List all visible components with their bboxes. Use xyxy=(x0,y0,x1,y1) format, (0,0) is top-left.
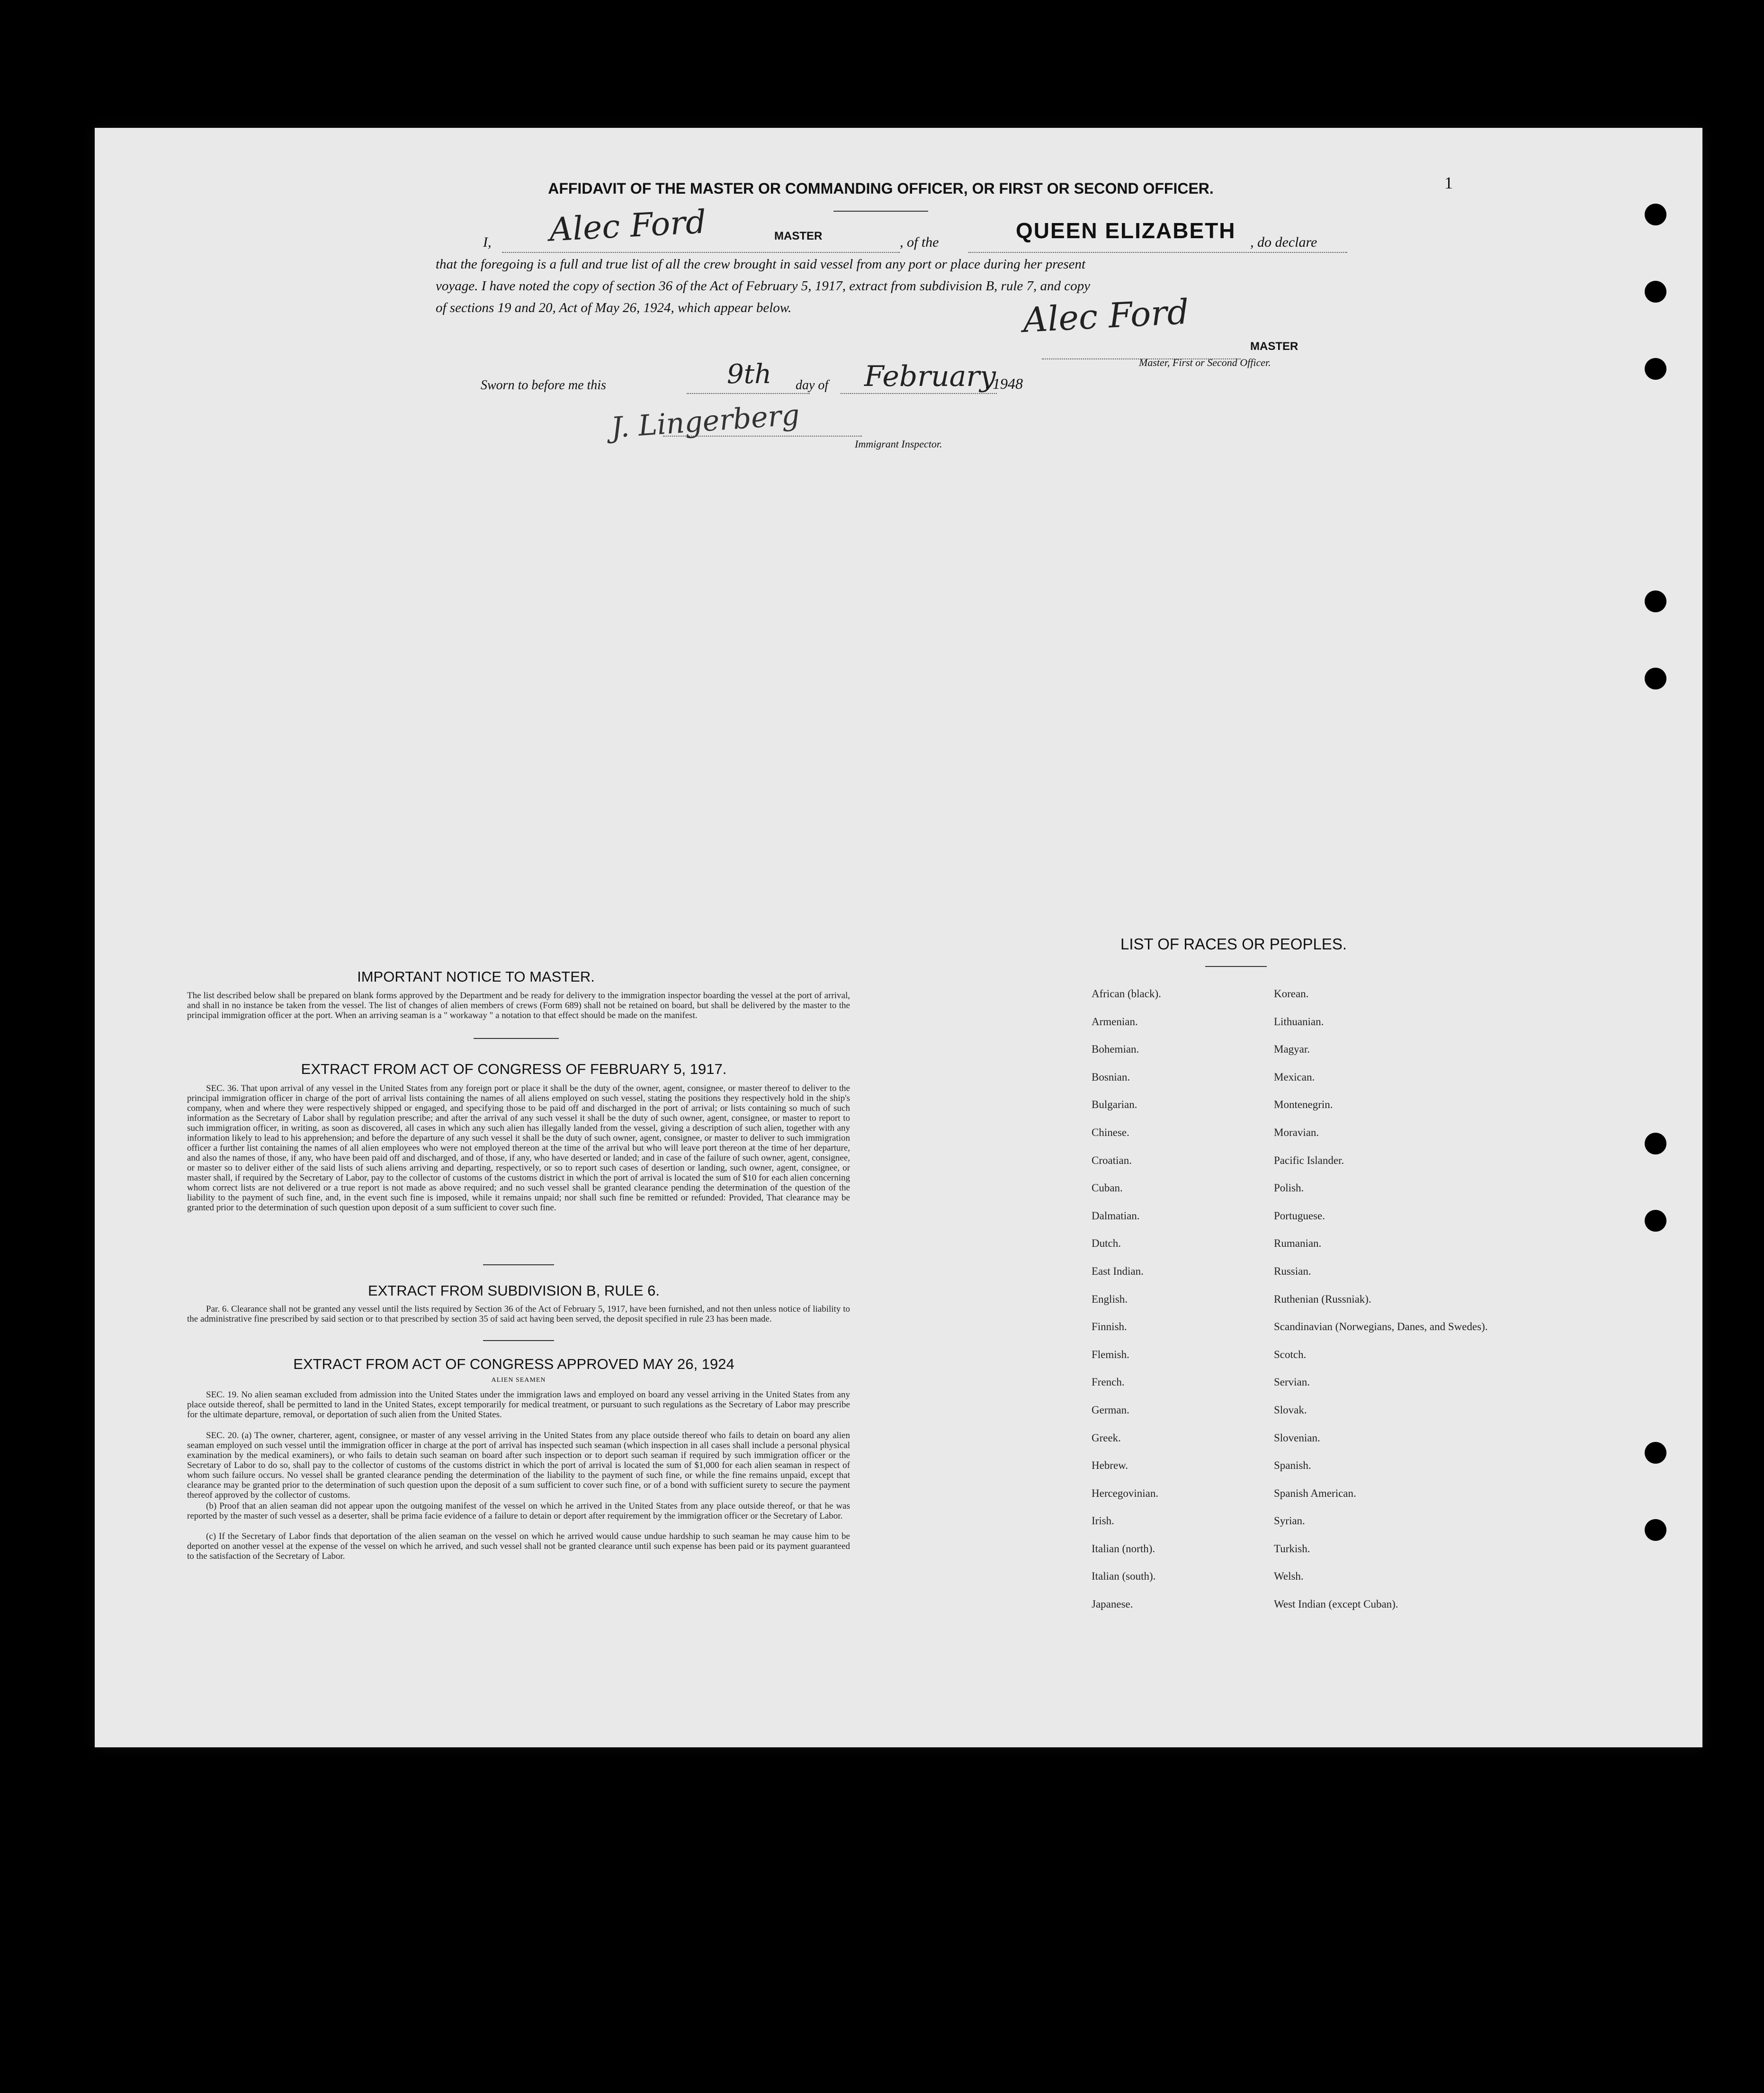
race-item: Italian (north). xyxy=(1092,1542,1155,1555)
race-item: Turkish. xyxy=(1274,1542,1310,1555)
rule6-body: Par. 6. Clearance shall not be granted any vessel until the lists required by Section 36 of the Act of February 5, 1917, have been furnished, and not then unless notice of liability to the administrative fine prescribed by said section or to that prescribed by section 35 of said act having been served, the deposit specified in rule 23 has been made. xyxy=(187,1304,850,1324)
races-title: LIST OF RACES OR PEOPLES. xyxy=(1120,935,1347,953)
race-item: Slovenian. xyxy=(1274,1431,1320,1444)
race-item: Spanish. xyxy=(1274,1459,1311,1472)
race-item: Syrian. xyxy=(1274,1515,1305,1527)
race-item: German. xyxy=(1092,1404,1129,1416)
race-item: Korean. xyxy=(1274,988,1309,1000)
rule6-divider xyxy=(483,1264,554,1265)
race-item: Hebrew. xyxy=(1092,1459,1128,1472)
race-item: West Indian (except Cuban). xyxy=(1274,1598,1398,1610)
extract-1924-sec20: SEC. 20. (a) The owner, charterer, agent, consignee, or master of any vessel arriving in the United States from any place outside thereof who fails to detain on board any alien seaman employed on such vessel until the immigration officer in charge at the port of arrival has inspected such seaman (which inspection in all cases shall include a personal physical examination by the medical examiners), or who fails to detain such seaman on board after such inspection or to deport such seaman if required by such immigration officer or the Secretary of Labor to do so, shall pay to the collector of customs of the customs district in which the port of arrival is located the sum of $1,000 for each alien seaman in respect of whom such failure occurs. No vessel shall be granted clearance pending the determination of the liability to the payment of such fine, or while the fine remains unpaid, except that clearance may be granted prior to the determination of such question upon the deposit of a sum sufficient to cover such fine, or of a bond with sufficient surety to secure the payment thereof approved by the collector of customs. xyxy=(187,1431,850,1500)
race-item: Ruthenian (Russniak). xyxy=(1274,1293,1371,1305)
sworn-day: 9th xyxy=(727,359,772,390)
race-item: Bulgarian. xyxy=(1092,1099,1137,1111)
extract-1924-sec20b: (b) Proof that an alien seaman did not appear upon the outgoing manifest of the vessel on which he arrived in the United States from any place outside thereof, or that he was reported by the master of such vessel as a deserter, shall be prima facie evidence of a failure to detain or deport after requirement by the immigration officer or the Secretary of Labor. xyxy=(187,1501,850,1521)
race-item: Portuguese. xyxy=(1274,1209,1325,1222)
race-item: Flemish. xyxy=(1092,1348,1129,1360)
punch-hole xyxy=(1645,1210,1666,1232)
affidavit-line-4: of sections 19 and 20, Act of May 26, 1924, which appear below. xyxy=(436,300,792,315)
punch-hole xyxy=(1645,204,1666,225)
master-signature: Alec Ford xyxy=(548,203,707,249)
race-item: Pacific Islander. xyxy=(1274,1154,1344,1166)
affidavit-title: AFFIDAVIT OF THE MASTER OR COMMANDING OFFICER, OR FIRST OR SECOND OFFICER. xyxy=(548,180,1214,197)
punch-hole xyxy=(1645,1442,1666,1464)
extract-1924-subtitle: ALIEN SEAMEN xyxy=(491,1377,546,1384)
inspector-signature: J. Lingerberg xyxy=(610,398,801,445)
races-right-column xyxy=(1274,980,1492,1619)
vessel-name: QUEEN ELIZABETH xyxy=(1016,218,1236,243)
officer-caption: Master, First or Second Officer. xyxy=(1139,357,1271,368)
race-item: Chinese. xyxy=(1092,1126,1129,1138)
race-item: Slovak. xyxy=(1274,1404,1307,1416)
title-underline xyxy=(833,211,928,212)
punch-hole xyxy=(1645,281,1666,303)
races-title-underline xyxy=(1205,966,1267,967)
vessel-name-line xyxy=(968,252,1347,253)
race-item: English. xyxy=(1092,1293,1128,1305)
day-of-label: day of xyxy=(796,378,829,393)
race-item: Hercegovinian. xyxy=(1092,1487,1159,1499)
race-item: Montenegrin. xyxy=(1274,1099,1333,1111)
race-item: Rumanian. xyxy=(1274,1237,1322,1250)
page-number: 1 xyxy=(1444,173,1453,192)
race-item: Japanese. xyxy=(1092,1598,1133,1610)
affidavit-line-3: voyage. I have noted the copy of section 36 of the Act of February 5, 1917, extract from subdivision B, rule 7, and copy xyxy=(436,278,1091,294)
extract-1917-title: EXTRACT FROM ACT OF CONGRESS OF FEBRUARY 5, 1917. xyxy=(301,1061,727,1077)
punch-hole xyxy=(1645,1133,1666,1154)
race-item: Bosnian. xyxy=(1092,1071,1130,1083)
race-item: Mexican. xyxy=(1274,1071,1315,1083)
race-item: Polish. xyxy=(1274,1182,1304,1194)
sworn-month-line xyxy=(841,393,997,394)
punch-hole xyxy=(1645,358,1666,380)
notice-divider xyxy=(474,1038,559,1039)
race-item: Moravian. xyxy=(1274,1126,1319,1138)
extract-1924-title: EXTRACT FROM ACT OF CONGRESS APPROVED MAY 26, 1924 xyxy=(293,1356,734,1372)
race-item: Scotch. xyxy=(1274,1348,1307,1360)
notice-body: The list described below shall be prepared on blank forms approved by the Department and be ready for delivery to the immigration inspector boarding the vessel at the port of arrival, and shall in no instance be taken from the vessel. The list of changes of alien members of crews (Form 689) shall not be retained on board, but shall be delivered by the master to the principal immigration officer at the port. When an arriving seaman is a " workaway " a notation to that effect should be made on the manifest. xyxy=(187,991,850,1020)
race-item: Bohemian. xyxy=(1092,1043,1139,1055)
document-page xyxy=(95,128,1702,1747)
sworn-month: February xyxy=(864,360,996,393)
extract-1924-sec20c: (c) If the Secretary of Labor finds that deportation of the alien seaman on the vessel on which he arrived would cause undue hardship to such seaman he may cause him to be deported on another vessel at the expense of the vessel on which he arrived, and such vessel shall not be granted clearance until such expense has been paid or its payment guaranteed to the satisfaction of the Secretary of Labor. xyxy=(187,1531,850,1561)
master-label-2: MASTER xyxy=(1250,340,1298,353)
do-declare-label: , do declare xyxy=(1250,234,1317,250)
rule6-title: EXTRACT FROM SUBDIVISION B, RULE 6. xyxy=(367,1282,660,1299)
race-item: Irish. xyxy=(1092,1515,1114,1527)
race-item: Croatian. xyxy=(1092,1154,1132,1166)
race-item: Greek. xyxy=(1092,1431,1121,1444)
race-item: Italian (south). xyxy=(1092,1570,1156,1583)
punch-hole xyxy=(1645,590,1666,612)
sworn-year: , 1948 xyxy=(985,375,1023,392)
affidavit-line-2: that the foregoing is a full and true list of all the crew brought in said vessel from any port or place during her present xyxy=(436,257,1086,272)
race-item: Welsh. xyxy=(1274,1570,1304,1583)
race-item: French. xyxy=(1092,1376,1125,1388)
race-item: Lithuanian. xyxy=(1274,1015,1324,1028)
punch-hole xyxy=(1645,1519,1666,1541)
race-item: Dutch. xyxy=(1092,1237,1121,1250)
race-item: Magyar. xyxy=(1274,1043,1310,1055)
race-item: Spanish American. xyxy=(1274,1487,1356,1499)
extract-1917-body: SEC. 36. That upon arrival of any vessel in the United States from any foreign port or place it shall be the duty of the owner, agent, consignee, or master thereof to deliver to the principal immigration officer in charge of the port of arrival lists containing the names of all aliens employed on such vessel, stating the positions they respectively hold in the ship's company, when and where they were respectively shipped or engaged, and specifying those to be paid off and discharged in the port of arrival; or lists containing so much of such information as the Secretary of Labor shall by regulation prescribe; and after the arrival of any such vessel it shall be the duty of such owner, agent, consignee, or master to report to such immigration officer, in writing, as soon as discovered, all cases in which any such alien has illegally landed from the vessel, giving a description of such alien, together with any information likely to lead to his apprehension; and before the departure of any such vessel it shall be the duty of such owner, agent, consignee, or master to deliver to such immigration officer a further list containing the names of all alien employees who were not employed thereon at the time of the arrival but who will leave port thereon at the time of her departure, and also the names of those, if any, who have been paid off and discharged, and of those, if any, who have deserted or landed; and in case of the failure of such owner, agent, consignee, or master so to deliver either of the said lists of such aliens arriving and departing, respectively, or so to report such cases of desertion or landing, such owner, agent, consignee, or master shall, if required by the Secretary of Labor, pay to the collector of customs of the customs district in which the port of arrival is located the sum of $10 for each alien concerning whom correct lists are not delivered or a true report is not made as above required; and no such vessel shall be granted clearance pending the determination of the question of the liability to the payment of such fine, and, in the event such fine is imposed, while it remains unpaid; nor shall such fine be remitted or refunded: Provided, That clearance may be granted prior to the determination of such question upon deposit of a sum sufficient to cover such fine. xyxy=(187,1083,850,1213)
race-item: Dalmatian. xyxy=(1092,1209,1140,1222)
race-item: Scandinavian (Norwegians, Danes, and Swedes). xyxy=(1274,1321,1488,1333)
sworn-text: Sworn to before me this xyxy=(481,378,606,393)
sworn-day-line xyxy=(687,393,810,394)
inspector-caption: Immigrant Inspector. xyxy=(855,438,942,450)
inspector-line xyxy=(663,436,862,437)
extract-1924-sec19: SEC. 19. No alien seaman excluded from admission into the United States under the immigration laws and employed on board any vessel arriving in the United States from any place outside thereof, shall be permitted to land in the United States, except temporarily for medical treatment, or pursuant to such regulations as the Secretary of Labor may prescribe for the ultimate departure, removal, or deportation of such alien from the United States. xyxy=(187,1390,850,1420)
race-item: Cuban. xyxy=(1092,1182,1123,1194)
race-item: Armenian. xyxy=(1092,1015,1138,1028)
race-item: African (black). xyxy=(1092,988,1161,1000)
race-item: Finnish. xyxy=(1092,1321,1127,1333)
race-item: Servian. xyxy=(1274,1376,1310,1388)
notice-title: IMPORTANT NOTICE TO MASTER. xyxy=(357,968,595,985)
races-left-column xyxy=(1092,980,1262,1619)
race-item: East Indian. xyxy=(1092,1265,1144,1277)
extract-1924-divider xyxy=(483,1340,554,1341)
master-name-line xyxy=(502,252,900,253)
master-signature-2: Alec Ford xyxy=(1022,291,1190,340)
race-item: Russian. xyxy=(1274,1265,1311,1277)
affidavit-i: I, xyxy=(483,234,492,250)
of-the-label: , of the xyxy=(900,234,939,250)
master-label: MASTER xyxy=(774,230,823,242)
punch-hole xyxy=(1645,668,1666,689)
